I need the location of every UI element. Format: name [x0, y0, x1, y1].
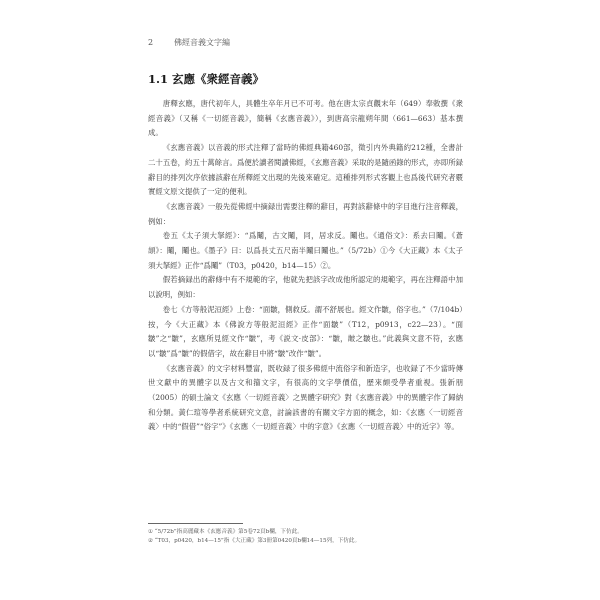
paragraph: 《玄應音義》的文字材料豐富，既收録了很多佛經中流俗字和新造字，也收録了不少當時傳世文獻中的異體字以及古文和籀文字，有很高的文字學價值，歷來頗受學者重視。張新朋（2005）的碩士論文《玄應〈一切經音義〉之異體字研究》對《玄應音義》中的異體字作了歸納和分類。黃仁瑄等學者系統研究文意，討論該書的有關文字方面的概念，如：《玄應〈一切經音義〉中的“假借”“俗字”》《玄應〈一切經音義〉中的字意》《玄應〈一切經音義〉中的近字》等。	[148, 363, 463, 432]
paragraph: 《玄應音義》一般先從佛經中摘録出需要注釋的辭目，再對該辭條中的字目進行注音釋義，例如：	[148, 201, 463, 226]
paragraph: 唐釋玄應，唐代初年人，具體生卒年月已不可考。他在唐太宗貞觀末年（649）奉敕撰《衆經音義》（又稱《一切經音義》，簡稱《玄應音義》），到唐高宗龍朔年間（661—663）基本撰成。	[148, 99, 463, 138]
section-title: 1.1 玄應《衆經音義》	[148, 72, 265, 86]
footnote: ② “T03，p0420，b14—15”指《大正藏》第3冊第0420頁b欄14—15列，下仿此。	[148, 538, 361, 544]
footnotes	[148, 528, 463, 546]
running-head	[148, 37, 230, 48]
paragraph: 《玄應音義》以音義的形式注釋了當時的佛經典籍460部，徵引内外典籍約212種，全書計二十五卷，約五十萬餘言。爲便於讀者閱讀佛經，《玄應音義》采取的是隨函錄的形式，亦即所録辭目的排列次序依據該辭在所釋經文出現的先後來確定。這種排列形式客觀上也爲後代研究者覈實經文原文提供了一定的便利。	[148, 143, 463, 197]
footnote: ① “5/72b”指高麗藏本《玄應音義》第5卷72頁b欄，下仿此。	[148, 529, 303, 535]
body-text	[148, 97, 463, 435]
page-number: 2	[148, 38, 154, 47]
footnote-divider	[148, 523, 243, 524]
paragraph: 假若摘録出的辭條中有不規範的字，他就先把該字改成他所認定的規範字，再在注釋語中加以說明，例如：	[148, 275, 463, 300]
book-title: 佛經音義文字編	[174, 38, 230, 47]
example-paragraph: 卷七《方等般泥洹經》上卷：“面皺，側救反。謂不舒展也。經文作皺，俗字也。”（7/104b）按，今《大正藏》本《佛說方等般泥洹經》正作“面皺”（T12，p0913，c22—23）。“面皺”之“皺”，玄應所見經文作“皺”，考《説文·皮部》：“皺，皵之皺也。”此義與文意不符，玄應以“皺”爲“皺”的假借字，故在辭目中將“皺”改作“皺”。	[148, 304, 463, 358]
example-paragraph: 卷五《太子須大拏經》：“爲鬮，古文鬮，同，居求反。鬮也。《通俗文》：系去曰鬮。《蒼頡》：鬮，鬮也。《墨子》曰：以爲長丈五尺南半鬮曰鬮也。”（5/72b）①今《大正藏》本《太子須大拏經》正作“爲鬮”（T03，p0420，b14—15）②。	[148, 231, 463, 270]
